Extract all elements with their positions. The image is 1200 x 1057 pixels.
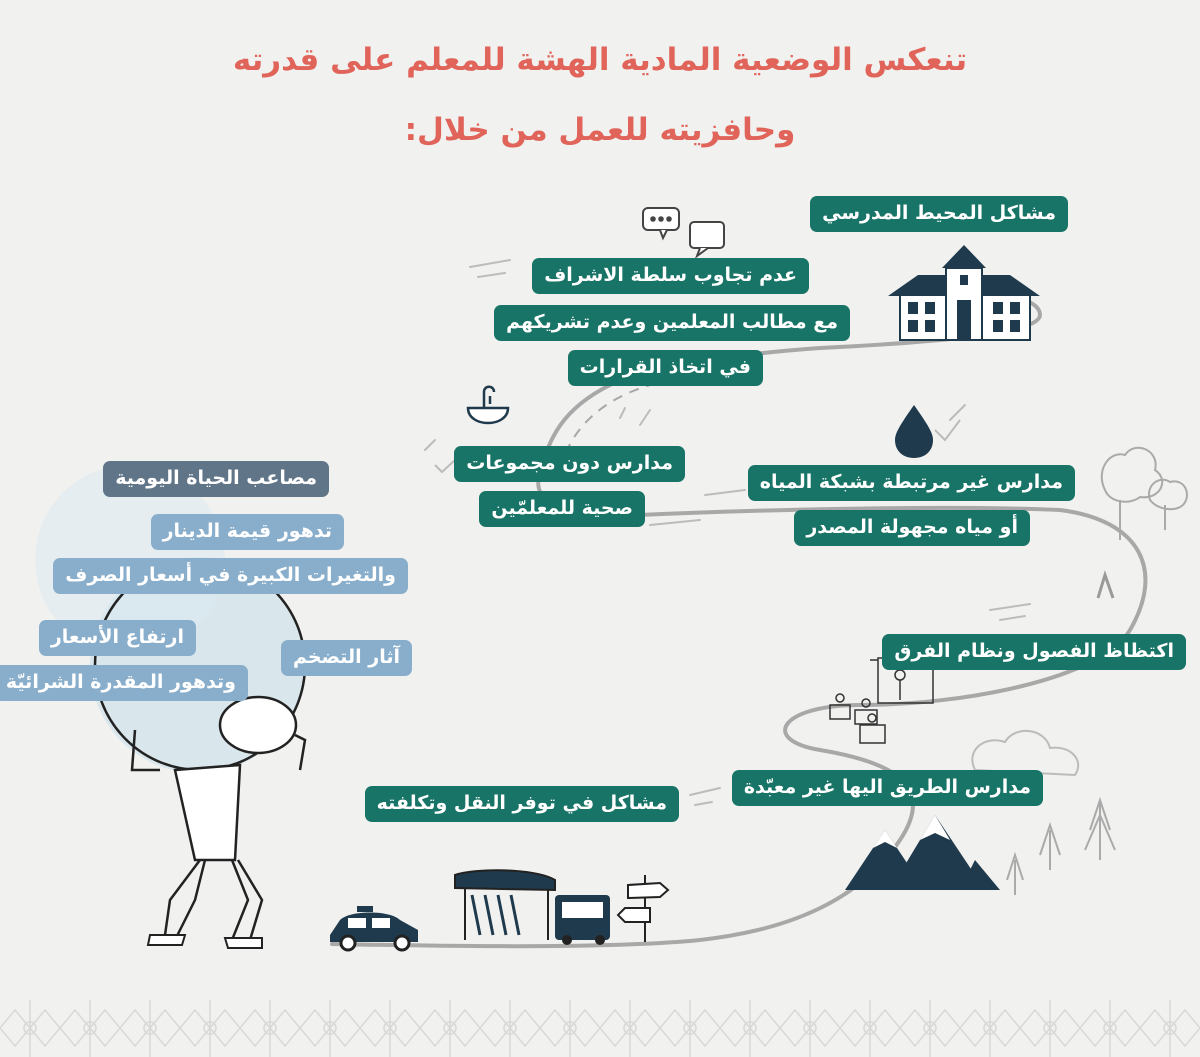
label-water-1: مدارس غير مرتبطة بشبكة المياه: [748, 465, 1075, 501]
speech-bubble-icon: [643, 208, 724, 256]
tree-icon: [1007, 448, 1187, 895]
label-daily-life: مصاعب الحياة اليومية: [103, 461, 329, 497]
signpost-icon: [618, 875, 668, 942]
page-title-line-2: وحافزيته للعمل من خلال:: [404, 112, 796, 148]
label-dinar-2: والتغيرات الكبيرة في أسعار الصرف: [53, 558, 408, 594]
label-supervision-1: عدم تجاوب سلطة الاشراف: [532, 258, 809, 294]
cloud-icon: [972, 731, 1078, 775]
water-drop-icon: [895, 405, 933, 458]
bus-icon: [555, 895, 610, 945]
page-title-line-1: تنعكس الوضعية المادية الهشة للمعلم على قدرته: [232, 42, 968, 78]
school-building-icon: [888, 245, 1040, 340]
decorative-pattern-footer: [0, 1000, 1200, 1057]
label-supervision-2: مع مطالب المعلمين وعدم تشريكهم: [494, 305, 850, 341]
label-dinar-1: تدهور قيمة الدينار: [151, 514, 344, 550]
label-water-2: أو مياه مجهولة المصدر: [794, 510, 1030, 546]
classroom-icon: [830, 658, 933, 743]
mountain-icon: [845, 815, 1000, 890]
label-toilets-1: مدارس دون مجموعات: [454, 446, 685, 482]
label-supervision-3: في اتخاذ القرارات: [568, 350, 763, 386]
label-prices-1: ارتفاع الأسعار: [39, 620, 196, 656]
sink-icon: [468, 387, 508, 423]
label-roads: مدارس الطريق اليها غير معبّدة: [732, 770, 1043, 806]
bus-stop-icon: [455, 870, 555, 940]
road-path: [332, 292, 1145, 946]
label-prices-2: وتدهور المقدرة الشرائيّة: [0, 665, 248, 701]
label-transport: مشاكل في توفر النقل وتكلفته: [365, 786, 679, 822]
label-classrooms: اكتظاظ الفصول ونظام الفرق: [882, 634, 1186, 670]
label-toilets-2: صحية للمعلمّين: [479, 491, 645, 527]
label-school-environment: مشاكل المحيط المدرسي: [810, 196, 1068, 232]
road-arrow-icon: [1098, 575, 1113, 598]
label-inflation: آثار التضخم: [281, 640, 412, 676]
